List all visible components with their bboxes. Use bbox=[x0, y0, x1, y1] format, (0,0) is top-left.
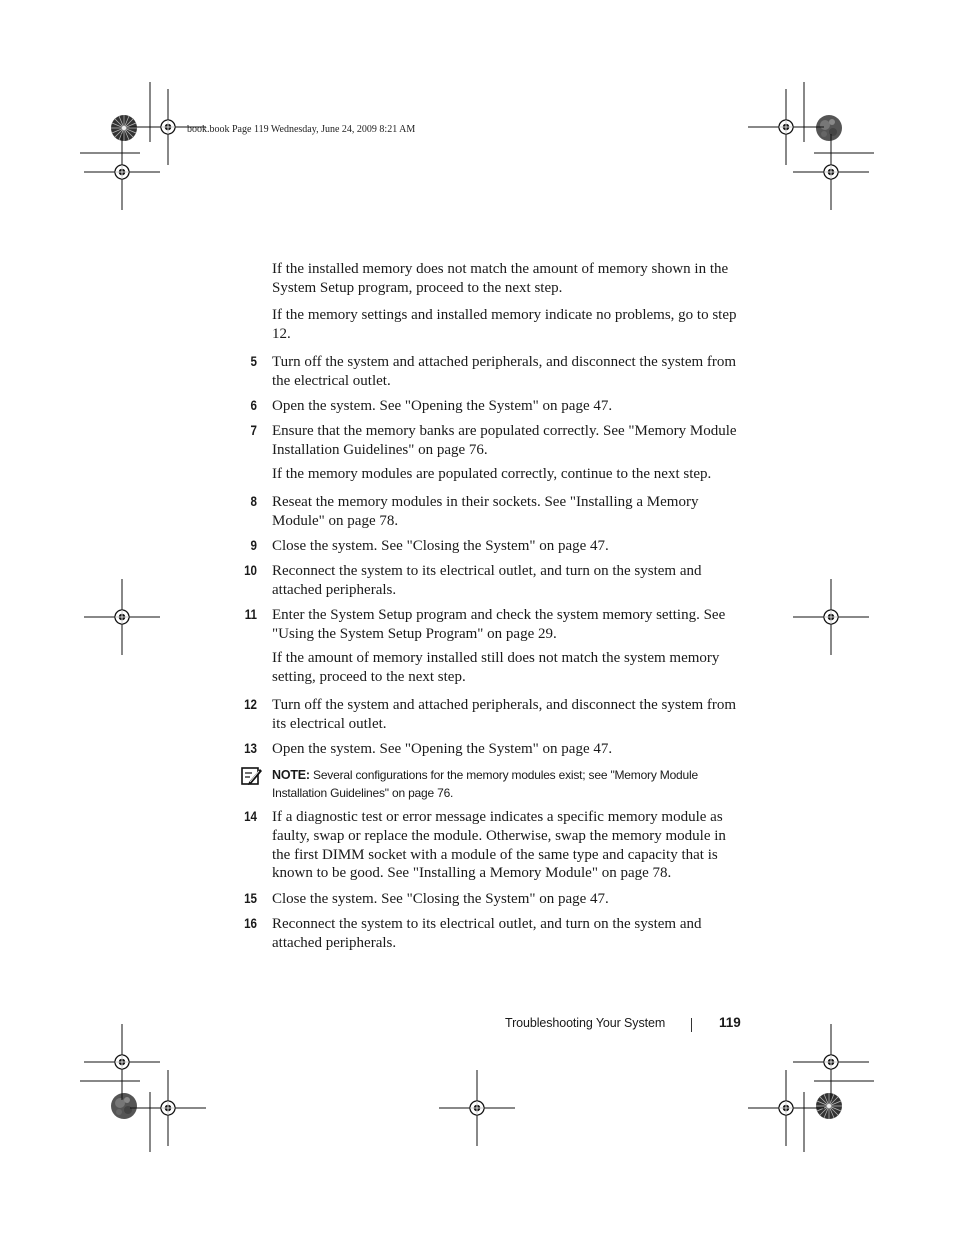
page-number: 119 bbox=[719, 1015, 741, 1030]
step-number: 6 bbox=[250, 398, 257, 413]
pencil-note-icon bbox=[241, 766, 263, 786]
step-text: Open the system. See "Opening the System" on page 47. bbox=[272, 741, 613, 757]
step-number: 10 bbox=[244, 563, 257, 578]
step-text: Reconnect the system to its electrical outlet, and turn on the system and attached peripherals. bbox=[272, 916, 702, 951]
step-number: 13 bbox=[244, 741, 257, 756]
step-7-followup: If the memory modules are populated correctly, continue to the next step. bbox=[272, 466, 712, 482]
step-number: 8 bbox=[250, 494, 257, 509]
note-label: NOTE: bbox=[272, 768, 310, 782]
intro-paragraph-1: If the installed memory does not match the amount of memory shown in the System Setup program, proceed to the next step. bbox=[272, 261, 729, 296]
step-number: 5 bbox=[250, 354, 257, 369]
step-text: Close the system. See "Closing the System" on page 47. bbox=[272, 538, 609, 554]
note-text: Several configurations for the memory modules exist; see "Memory Module Installation Guidelines" on page 76. bbox=[272, 768, 698, 800]
step-number: 12 bbox=[244, 697, 257, 712]
step-text: Enter the System Setup program and check the system memory setting. See "Using the System Setup Program" on page 29. bbox=[272, 607, 726, 642]
footer-section-title: Troubleshooting Your System bbox=[505, 1016, 666, 1030]
step-text: Turn off the system and attached peripherals, and disconnect the system from the electrical outlet. bbox=[272, 354, 737, 389]
step-number: 9 bbox=[250, 538, 257, 553]
step-text: Open the system. See "Opening the System" on page 47. bbox=[272, 398, 613, 414]
step-number: 16 bbox=[244, 916, 257, 931]
step-text: If a diagnostic test or error message indicates a specific memory module as faulty, swap or replace the module. Otherwise, swap the memory module in the first DIMM socket with a module of the same type and capacity that is known to be good. See "Installing a Memory Module" on page 78. bbox=[272, 809, 726, 882]
step-text: Reconnect the system to its electrical outlet, and turn on the system and attached peripherals. bbox=[272, 563, 702, 598]
step-text: Close the system. See "Closing the System" on page 47. bbox=[272, 891, 609, 907]
step-text: Reseat the memory modules in their sockets. See "Installing a Memory Module" on page 78. bbox=[272, 494, 699, 529]
footer-divider bbox=[691, 1018, 692, 1032]
step-number: 14 bbox=[244, 809, 257, 824]
step-number: 11 bbox=[244, 607, 257, 622]
step-number: 7 bbox=[250, 423, 257, 438]
print-header: book.book Page 119 Wednesday, June 24, 2009 8:21 AM bbox=[187, 124, 416, 135]
step-number: 15 bbox=[244, 891, 257, 906]
step-11-followup: If the amount of memory installed still does not match the system memory setting, proceed to the next step. bbox=[272, 650, 720, 685]
note bbox=[272, 767, 742, 802]
step-text: Ensure that the memory banks are populated correctly. See "Memory Module Installation Guidelines" on page 76. bbox=[272, 423, 737, 458]
intro-paragraph-2: If the memory settings and installed memory indicate no problems, go to step 12. bbox=[272, 307, 737, 342]
step-text: Turn off the system and attached peripherals, and disconnect the system from its electrical outlet. bbox=[272, 697, 737, 732]
